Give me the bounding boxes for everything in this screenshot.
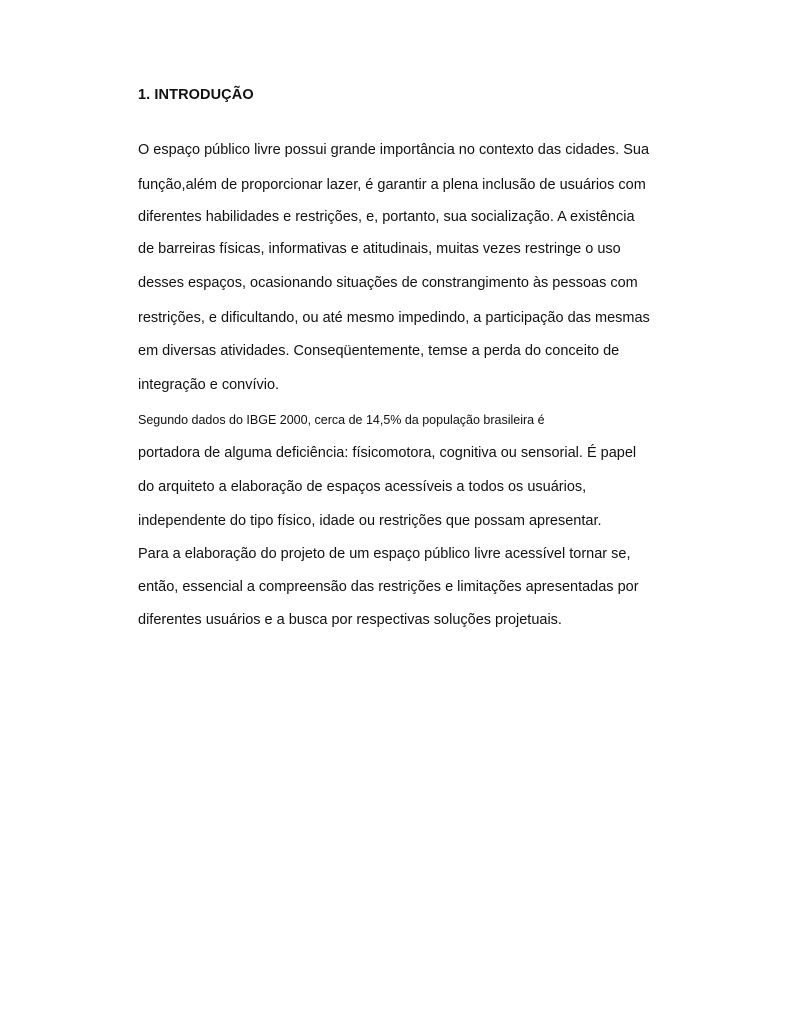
paragraph-line: diferentes habilidades e restrições, e, portanto, sua socialização. A existência — [138, 209, 635, 225]
paragraph-line: função,além de proporcionar lazer, é garantir a plena inclusão de usuários com — [138, 177, 646, 193]
paragraph-line: Para a elaboração do projeto de um espaço público livre acessível tornar se, — [138, 546, 631, 562]
paragraph-line: O espaço público livre possui grande importância no contexto das cidades. Sua — [138, 142, 650, 158]
section-heading: 1. INTRODUÇÃO — [138, 87, 254, 103]
paragraph-line: portadora de alguma deficiência: físicomotora, cognitiva ou sensorial. É papel — [138, 445, 637, 461]
paragraph-line: em diversas atividades. Conseqüentemente, temse a perda do conceito de — [138, 343, 620, 359]
paragraph-line: de barreiras físicas, informativas e atitudinais, muitas vezes restringe o uso — [138, 241, 621, 257]
paragraph-line: Segundo dados do IBGE 2000, cerca de 14,5% da população brasileira é — [138, 413, 545, 427]
paragraph-line: então, essencial a compreensão das restrições e limitações apresentadas por — [138, 579, 639, 595]
paragraph-line: do arquiteto a elaboração de espaços acessíveis a todos os usuários, — [138, 479, 587, 495]
paragraph-line: restrições, e dificultando, ou até mesmo impedindo, a participação das mesmas — [138, 310, 650, 326]
paragraph-line: desses espaços, ocasionando situações de constrangimento às pessoas com — [138, 275, 638, 291]
paragraph-line: diferentes usuários e a busca por respectivas soluções projetuais. — [138, 612, 562, 628]
paragraph-line: integração e convívio. — [138, 377, 280, 393]
paragraph-line: independente do tipo físico, idade ou restrições que possam apresentar. — [138, 513, 602, 529]
